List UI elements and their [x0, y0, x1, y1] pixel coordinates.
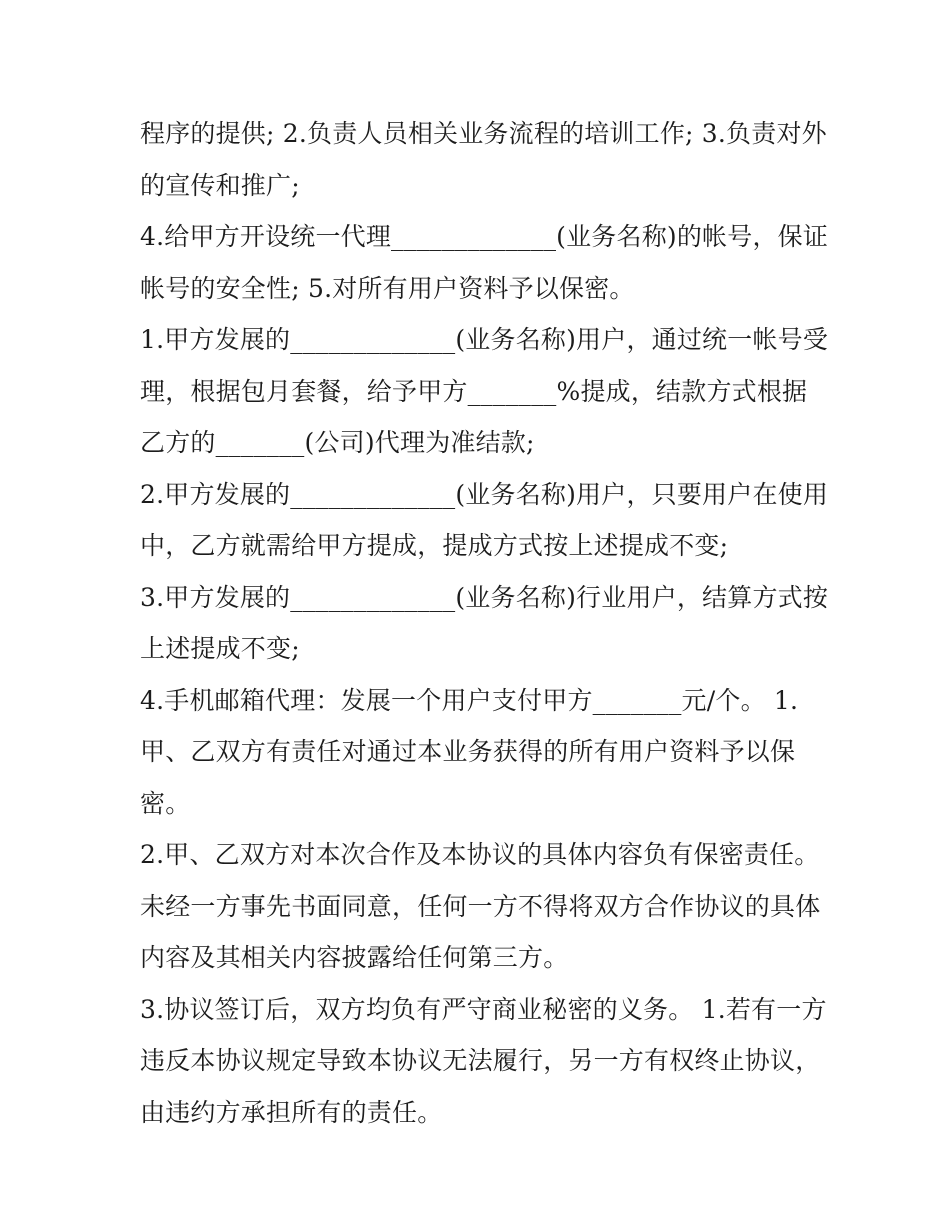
text-line: 的宣传和推广;: [140, 170, 300, 200]
text-line: 乙方的_______(公司)代理为准结款;: [140, 428, 535, 457]
text-line: 1.甲方发展的_____________(业务名称)用户，通过统一帐号受: [140, 325, 829, 354]
text-line: 内容及其相关内容披露给任何第三方。: [140, 943, 569, 972]
text-line: 理，根据包月套餐，给予甲方_______%提成，结款方式根据: [140, 376, 808, 406]
document-body: [140, 108, 829, 1138]
text-line: 2.甲方发展的_____________(业务名称)用户，只要用户在使用: [140, 479, 829, 509]
text-line: 2.甲、乙双方对本次合作及本协议的具体内容负有保密责任。: [140, 840, 820, 869]
text-line: 上述提成不变;: [140, 634, 300, 663]
text-line: 由违约方承担所有的责任。: [140, 1097, 443, 1127]
text-line: 3.甲方发展的_____________(业务名称)行业用户，结算方式按: [140, 582, 829, 612]
text-line: 未经一方事先书面同意，任何一方不得将双方合作协议的具体: [140, 891, 821, 921]
text-line: 程序的提供; 2.负责人员相关业务流程的培训工作; 3.负责对外: [140, 119, 827, 148]
text-line: 3.协议签订后，双方均负有严守商业秘密的义务。 1.若有一方: [140, 994, 827, 1024]
text-line: 密。: [140, 788, 191, 818]
text-line: 违反本协议规定导致本协议无法履行，另一方有权终止协议，: [140, 1046, 821, 1075]
text-line: 中，乙方就需给甲方提成，提成方式按上述提成不变;: [140, 531, 729, 560]
text-line: 帐号的安全性; 5.对所有用户资料予以保密。: [140, 273, 635, 303]
text-line: 甲、乙双方有责任对通过本业务获得的所有用户资料予以保: [140, 737, 796, 766]
text-line: 4.给甲方开设统一代理_____________(业务名称)的帐号，保证: [140, 222, 829, 251]
text-line: 4.手机邮箱代理：发展一个用户支付甲方_______元/个。 1.: [140, 685, 799, 715]
